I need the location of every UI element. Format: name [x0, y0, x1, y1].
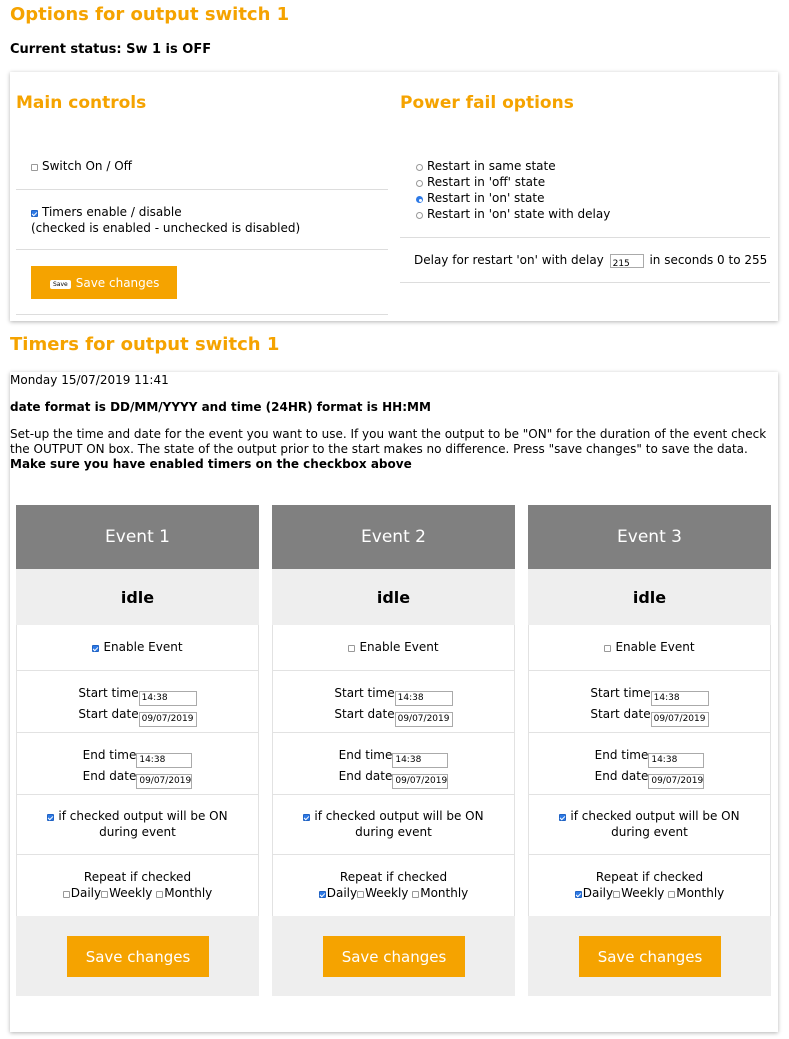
- divider: [16, 249, 388, 250]
- event-card: [16, 505, 259, 996]
- end-time-label: End time: [338, 748, 393, 762]
- output-on-checkbox[interactable]: [47, 814, 54, 821]
- output-on-checkbox[interactable]: [559, 814, 566, 821]
- event-card: [272, 505, 515, 996]
- enable-event-label: Enable Event: [103, 640, 183, 654]
- event-title: Event 1: [16, 505, 259, 569]
- daily-checkbox[interactable]: [319, 891, 326, 898]
- power-fail-option-label: Restart in 'on' state: [427, 191, 545, 205]
- power-fail-title: Power fail options: [400, 93, 574, 113]
- event-state: idle: [528, 569, 771, 625]
- switch-on-off-checkbox[interactable]: [31, 164, 38, 171]
- event-title: Event 2: [272, 505, 515, 569]
- current-datetime: Monday 15/07/2019 11:41: [10, 373, 169, 387]
- repeat-label: Repeat if checked: [83, 870, 192, 884]
- start-time-input[interactable]: 14:38: [395, 691, 453, 706]
- timers-row: [31, 204, 300, 236]
- monthly-checkbox[interactable]: [412, 891, 419, 898]
- switch-row: [31, 158, 132, 174]
- event-state: idle: [272, 569, 515, 625]
- end-date-input[interactable]: 09/07/2019: [648, 774, 704, 789]
- divider: [16, 189, 388, 190]
- delay-row: [414, 252, 767, 268]
- weekly-label: Weekly: [621, 886, 665, 900]
- power-fail-option-label: Restart in same state: [427, 159, 556, 173]
- monthly-checkbox[interactable]: [668, 891, 675, 898]
- power-fail-radio[interactable]: [416, 196, 423, 203]
- main-save-button[interactable]: [31, 266, 177, 299]
- weekly-checkbox[interactable]: [101, 891, 108, 898]
- power-fail-option[interactable]: [416, 206, 610, 222]
- delay-suffix-label: in seconds 0 to 255: [649, 253, 768, 267]
- power-fail-option-label: Restart in 'off' state: [427, 175, 546, 189]
- power-fail-option[interactable]: [416, 190, 610, 206]
- start-time-label: Start time: [590, 686, 651, 700]
- event-footer: [16, 916, 259, 996]
- current-status: Current status: Sw 1 is OFF: [10, 42, 212, 57]
- options-panel: [10, 72, 778, 321]
- weekly-label: Weekly: [109, 886, 153, 900]
- start-date-input[interactable]: 09/07/2019: [395, 712, 453, 727]
- end-date-label: End date: [338, 769, 393, 783]
- start-date-input[interactable]: 09/07/2019: [139, 712, 197, 727]
- divider: [16, 314, 388, 315]
- start-time-input[interactable]: 14:38: [651, 691, 709, 706]
- start-time-label: Start time: [78, 686, 139, 700]
- switch-on-off-label: Switch On / Off: [42, 159, 132, 173]
- start-time-input[interactable]: 14:38: [139, 691, 197, 706]
- delay-prefix-label: Delay for restart 'on' with delay: [414, 253, 604, 267]
- event-save-button[interactable]: Save changes: [323, 936, 465, 977]
- instructions: [10, 427, 776, 472]
- enable-event-label: Enable Event: [615, 640, 695, 654]
- main-controls-title: Main controls: [16, 93, 147, 113]
- monthly-label: Monthly: [676, 886, 725, 900]
- end-time-input[interactable]: 14:38: [136, 753, 192, 768]
- start-date-label: Start date: [78, 707, 139, 721]
- start-date-label: Start date: [590, 707, 651, 721]
- daily-label: Daily: [70, 886, 102, 900]
- main-save-label: Save changes: [75, 275, 160, 290]
- event-state: idle: [16, 569, 259, 625]
- end-date-label: End date: [82, 769, 137, 783]
- start-date-label: Start date: [334, 707, 395, 721]
- event-save-button[interactable]: Save changes: [579, 936, 721, 977]
- output-on-label: if checked output will be ON during event: [570, 809, 740, 839]
- end-time-input[interactable]: 14:38: [392, 753, 448, 768]
- monthly-label: Monthly: [420, 886, 469, 900]
- power-fail-radio[interactable]: [416, 164, 423, 171]
- daily-checkbox[interactable]: [575, 891, 582, 898]
- end-time-label: End time: [594, 748, 649, 762]
- enable-event-checkbox[interactable]: [604, 645, 611, 652]
- start-time-label: Start time: [334, 686, 395, 700]
- monthly-checkbox[interactable]: [156, 891, 163, 898]
- power-fail-radio[interactable]: [416, 180, 423, 187]
- enable-event-label: Enable Event: [359, 640, 439, 654]
- weekly-checkbox[interactable]: [613, 891, 620, 898]
- output-on-checkbox[interactable]: [303, 814, 310, 821]
- daily-label: Daily: [582, 886, 614, 900]
- end-time-input[interactable]: 14:38: [648, 753, 704, 768]
- output-on-label: if checked output will be ON during event: [58, 809, 228, 839]
- page-title: Options for output switch 1: [10, 4, 290, 25]
- timers-enable-note: (checked is enabled - unchecked is disabled): [31, 221, 301, 235]
- event-footer: [528, 916, 771, 996]
- instructions-warning: Make sure you have enabled timers on the checkbox above: [10, 457, 412, 471]
- start-date-input[interactable]: 09/07/2019: [651, 712, 709, 727]
- event-card: [528, 505, 771, 996]
- end-date-input[interactable]: 09/07/2019: [392, 774, 448, 789]
- event-title: Event 3: [528, 505, 771, 569]
- daily-checkbox[interactable]: [63, 891, 70, 898]
- enable-event-checkbox[interactable]: [348, 645, 355, 652]
- end-date-label: End date: [594, 769, 649, 783]
- power-fail-option-label: Restart in 'on' state with delay: [427, 207, 611, 221]
- end-date-input[interactable]: 09/07/2019: [136, 774, 192, 789]
- instructions-text: Set-up the time and date for the event you want to use. If you want the output to be "ON" for the duration of the event check the OUTPUT ON box. The state of the output prior to the start makes no difference. Press "save changes" to save the data.: [10, 427, 767, 456]
- weekly-label: Weekly: [365, 886, 409, 900]
- timers-enable-label: Timers enable / disable: [42, 205, 182, 219]
- daily-label: Daily: [326, 886, 358, 900]
- enable-event-checkbox[interactable]: [92, 645, 99, 652]
- timers-panel: [10, 372, 778, 1032]
- power-fail-radio[interactable]: [416, 212, 423, 219]
- event-footer: [272, 916, 515, 996]
- timers-enable-checkbox[interactable]: [31, 210, 38, 217]
- power-fail-option[interactable]: [416, 174, 610, 190]
- delay-seconds-input[interactable]: 215: [610, 254, 644, 268]
- timers-title: Timers for output switch 1: [10, 334, 280, 355]
- repeat-label: Repeat if checked: [339, 870, 448, 884]
- divider: [400, 237, 770, 238]
- power-fail-option[interactable]: [416, 158, 610, 174]
- power-fail-options: [416, 158, 610, 222]
- format-note: date format is DD/MM/YYYY and time (24HR) format is HH:MM: [10, 400, 431, 414]
- repeat-label: Repeat if checked: [595, 870, 704, 884]
- monthly-label: Monthly: [164, 886, 213, 900]
- weekly-checkbox[interactable]: [357, 891, 364, 898]
- end-time-label: End time: [82, 748, 137, 762]
- divider: [400, 282, 770, 283]
- event-save-button[interactable]: Save changes: [67, 936, 209, 977]
- mini-save-button[interactable]: Save: [50, 280, 71, 289]
- output-on-label: if checked output will be ON during event: [314, 809, 484, 839]
